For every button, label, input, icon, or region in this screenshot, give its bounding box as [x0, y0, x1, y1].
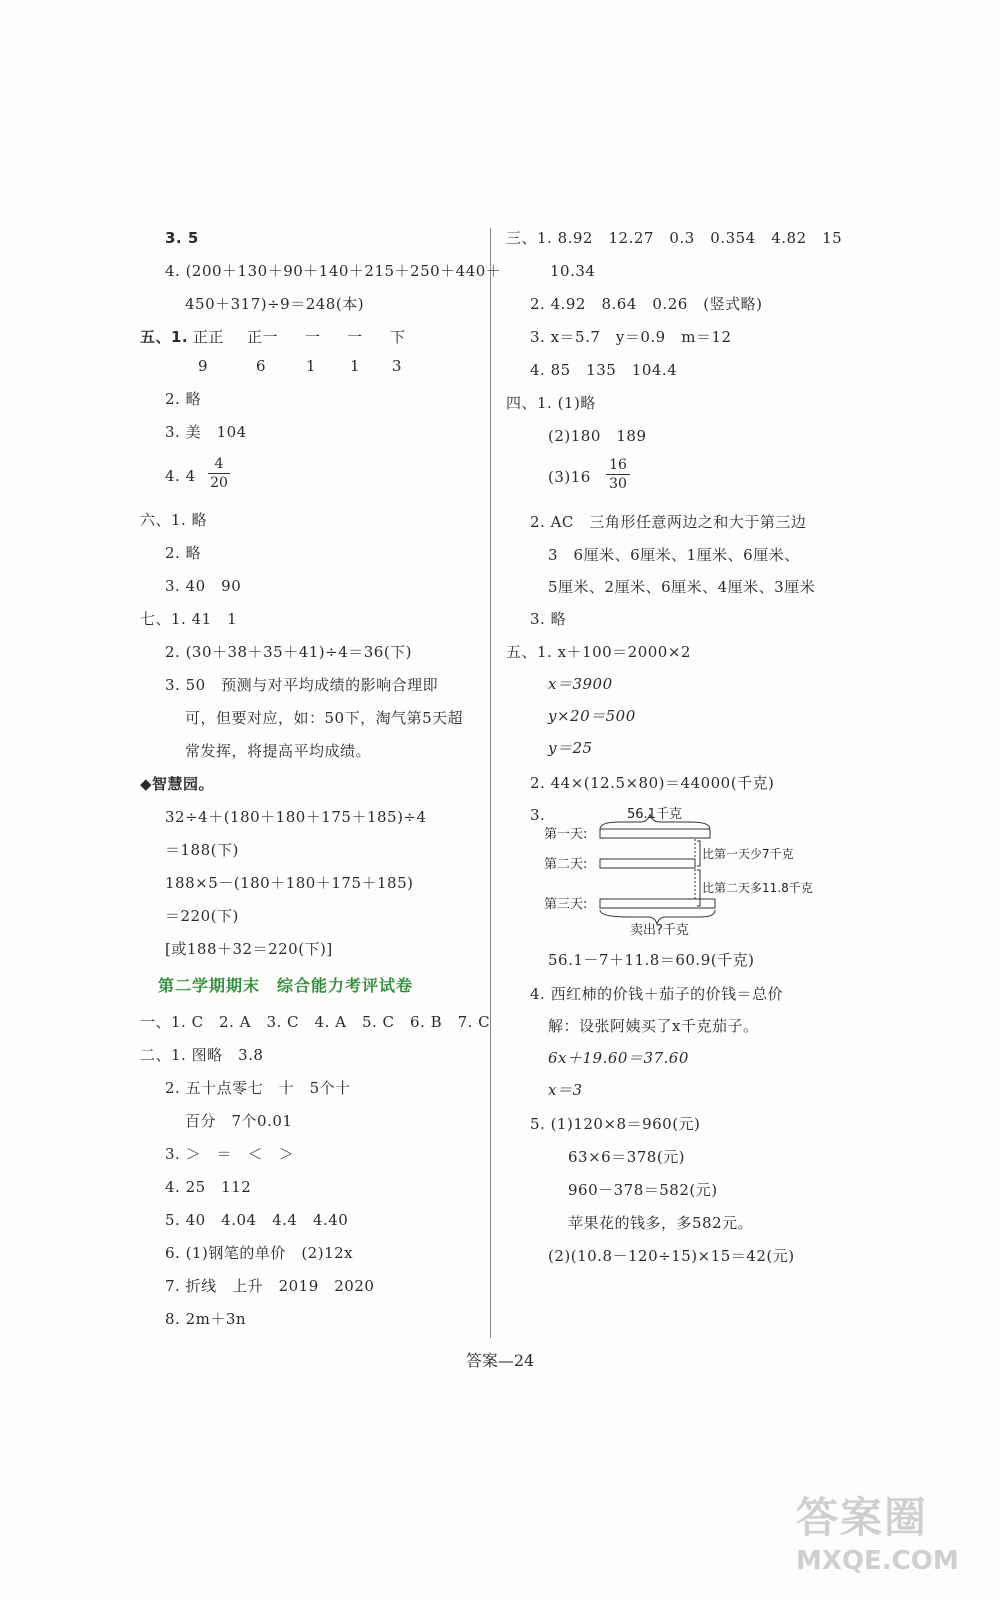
answer-line: 6. (1)钢笔的单价 (2)12x [165, 1244, 354, 1262]
answer-line: 2. 4.92 8.64 0.26 (竖式略) [530, 295, 763, 313]
section-label: 五、1. [140, 328, 189, 346]
tally-count: 1 [350, 357, 361, 375]
day3-bar [600, 899, 715, 908]
answer-line: 3. 40 90 [165, 577, 242, 595]
tally-count: 3 [392, 357, 403, 375]
answer-line: y＝25 [548, 739, 593, 757]
segment-diagram [540, 800, 840, 940]
answer-line: 一、1. C 2. A 3. C 4. A 5. C 6. B 7. C [140, 1013, 491, 1031]
answer-line: [或188＋32＝220(下)] [165, 940, 333, 958]
answer-line: 3. ＞ ＝ ＜ ＞ [165, 1145, 295, 1163]
day3-note: 比第二天多11.8千克 [702, 881, 813, 895]
day3-diff-bracket [697, 870, 700, 906]
sold-brace [600, 910, 715, 924]
tally-count: 9 [198, 357, 209, 375]
answer-line: 4. (200＋130＋90＋140＋215＋250＋440＋ [165, 262, 502, 280]
answer-line: 3. x＝5.7 y＝0.9 m＝12 [530, 328, 732, 346]
answer-line: 3 6厘米、6厘米、1厘米、6厘米、 [548, 546, 800, 564]
answer-line: 4. 4 [165, 467, 196, 485]
answer-line: 2. AC 三角形任意两边之和大于第三边 [530, 513, 807, 531]
tally-count: 1 [306, 357, 317, 375]
answer-line: 63×6＝378(元) [568, 1148, 686, 1166]
answer-line: 188×5－(180＋180＋175＋185) [165, 874, 414, 892]
answer-line: 五、1. x＋100＝2000×2 [506, 643, 691, 661]
fraction: $\frac{16}{30}$ [606, 456, 630, 493]
answer-line: 百分 7个0.01 [185, 1112, 293, 1130]
answer-line: 可，但要对应，如：50下，淘气第5天超 [185, 709, 464, 727]
answer-line: 8. 2m＋3n [165, 1310, 247, 1328]
day2-diff-bracket [697, 841, 700, 866]
answer-line: 4. 85 135 104.4 [530, 361, 678, 379]
answer-line: 4. 25 112 [165, 1178, 252, 1196]
tally-mark: 一 [347, 328, 363, 346]
watermark-text: 答案圈 [796, 1493, 929, 1542]
answer-line: 2. 五十点零七 十 5个十 [165, 1079, 351, 1097]
answer-line: 3. 5 [165, 229, 199, 247]
answer-line: 2. 略 [165, 390, 202, 408]
answer-line: 10.34 [550, 262, 596, 280]
answer-line: 4. 西红柿的价钱＋茄子的价钱＝总价 [530, 985, 784, 1003]
answer-line: 6x＋19.60＝37.60 [548, 1049, 689, 1067]
answer-line: 七、1. 41 1 [140, 610, 238, 628]
answer-line: 3. [530, 806, 546, 824]
column-divider [490, 228, 491, 1338]
answer-line: (2)180 189 [548, 427, 647, 445]
tally-count: 6 [256, 357, 267, 375]
answer-line: 5. 40 4.04 4.4 4.40 [165, 1211, 349, 1229]
day1-label: 第一天: [544, 827, 588, 842]
answer-line: 56.1－7＋11.8＝60.9(千克) [548, 951, 755, 969]
answer-line: 解：设张阿姨买了x千克茄子。 [548, 1017, 759, 1035]
fraction: $\frac{4}{20}$ [208, 455, 230, 492]
answer-line: 7. 折线 上升 2019 2020 [165, 1277, 375, 1295]
answer-line: 5. (1)120×8＝960(元) [530, 1115, 701, 1133]
answer-line: x＝3900 [548, 675, 613, 693]
answer-line: (3)16 [548, 468, 591, 486]
tally-mark: 下 [390, 328, 406, 346]
answer-line: ＝220(下) [165, 907, 239, 925]
day2-label: 第二天: [544, 857, 588, 872]
answer-line: 六、1. 略 [140, 511, 208, 529]
answer-line: 2. 44×(12.5×80)＝44000(千克) [530, 774, 775, 792]
answer-line: 450＋317)÷9＝248(本) [185, 295, 365, 313]
day2-note: 比第一天少7千克 [702, 847, 794, 861]
sold-label: 卖出?千克 [630, 923, 689, 938]
day3-label: 第三天: [544, 897, 588, 912]
answer-line: 960－378＝582(元) [568, 1181, 718, 1199]
tally-mark: 正正 [193, 328, 225, 346]
answer-line: 2. (30＋38＋35＋41)÷4＝36(下) [165, 643, 413, 661]
section-title: 第二学期期末 综合能力考评试卷 [158, 976, 414, 995]
day2-bar [600, 859, 695, 868]
answer-line: 三、1. 8.92 12.27 0.3 0.354 4.82 15 [506, 229, 843, 247]
answer-line: 5厘米、2厘米、6厘米、4厘米、3厘米 [548, 578, 816, 596]
answer-line: y×20＝500 [548, 707, 636, 725]
watermark-url: MXQE.COM [796, 1546, 959, 1576]
day1-bar [600, 829, 710, 838]
answer-line: 常发挥，将提高平均成绩。 [185, 742, 372, 760]
page-number: 答案—24 [465, 1351, 535, 1370]
answer-line: x＝3 [548, 1081, 583, 1099]
answer-line: 苹果花的钱多，多582元。 [568, 1214, 754, 1232]
answer-line: 3. 略 [530, 610, 567, 628]
diagram-total-label: 56.1千克 [627, 807, 682, 822]
answer-line: 32÷4＋(180＋180＋175＋185)÷4 [165, 808, 427, 826]
answer-line: ＝188(下) [165, 841, 239, 859]
answer-line: 3. 50 预测与对平均成绩的影响合理即 [165, 676, 439, 694]
answer-line: 3. 美 104 [165, 423, 247, 441]
answer-line: 四、1. (1)略 [506, 394, 596, 412]
tally-mark: 正一 [247, 328, 279, 346]
subsection-title: ◆智慧园。 [140, 775, 215, 793]
answer-line: (2)(10.8－120÷15)×15＝42(元) [548, 1247, 795, 1265]
tally-mark: 一 [305, 328, 321, 346]
answer-line: 二、1. 图略 3.8 [140, 1046, 264, 1064]
answer-line: 2. 略 [165, 544, 202, 562]
watermark-logo [796, 1490, 986, 1590]
